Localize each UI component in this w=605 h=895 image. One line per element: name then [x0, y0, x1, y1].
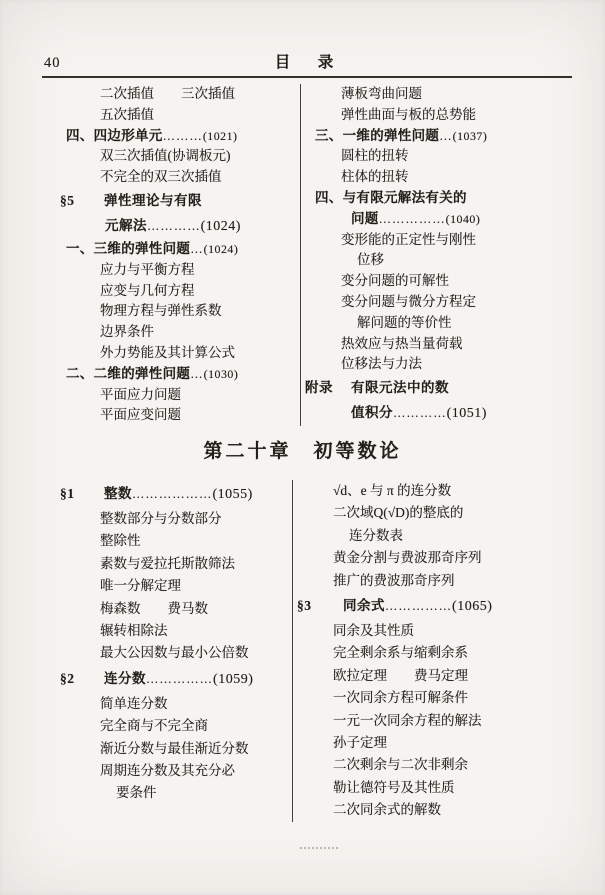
toc-entry — [42, 575, 292, 597]
toc-leader-dots: …………… — [378, 211, 446, 226]
toc-entry-prefix: 附录 — [305, 380, 333, 396]
toc-entry — [42, 693, 292, 715]
toc-entry — [42, 167, 300, 188]
toc-entry-text: 整除性 — [100, 533, 141, 549]
toc-entry-text: 一元一次同余方程的解法 — [333, 712, 482, 728]
toc-entry-text: 四、与有限元解法有关的 — [315, 189, 467, 205]
toc-page-number: (1051) — [446, 406, 487, 422]
toc-entry-text: 双三次插值(协调板元) — [100, 148, 231, 164]
toc-entry-text: 整数部分与分数部分 — [100, 511, 222, 526]
toc-entry — [295, 525, 572, 547]
toc-entry — [42, 642, 292, 664]
toc-entry — [42, 782, 292, 804]
toc-entry — [303, 375, 572, 400]
toc-entry-prefix: §1 — [60, 486, 75, 501]
toc-entry — [303, 400, 572, 426]
toc-entry — [42, 239, 300, 260]
toc-leader-dots: … — [439, 128, 453, 143]
toc-lower-section — [42, 480, 572, 822]
toc-entry-text: 位移法与力法 — [341, 356, 422, 372]
toc-page-number: (1055) — [212, 487, 253, 502]
toc-entry — [295, 480, 572, 502]
page-number: 40 — [44, 55, 61, 71]
toc-entry-text: 简单连分数 — [100, 695, 168, 711]
toc-entry-text: 最大公因数与最小公倍数 — [100, 645, 249, 661]
toc-entry — [42, 715, 292, 737]
toc-entry-text: 完全剩余系与缩剩余系 — [333, 645, 468, 661]
upper-right-column — [300, 84, 572, 426]
toc-entry — [295, 620, 572, 642]
toc-entry-text: 平面应力问题 — [100, 386, 181, 402]
toc-page-number: (1040) — [445, 211, 481, 226]
toc-entry-text: 外力势能及其计算公式 — [100, 344, 235, 360]
toc-entry-text: 位移 — [357, 252, 384, 268]
toc-entry — [42, 530, 292, 552]
toc-entry-text: 三、一维的弹性问题 — [315, 127, 440, 143]
toc-entry-text: √d、e 与 π 的连分数 — [333, 483, 452, 498]
toc-entry-text: 完全商与不完全商 — [100, 718, 208, 734]
toc-entry-text: 变形能的正定性与刚性 — [341, 231, 476, 247]
toc-entry-text: 平面应变问题 — [100, 407, 181, 423]
toc-page-number: (1059) — [213, 671, 254, 687]
toc-entry-text: 热效应与热当量荷载 — [341, 335, 463, 351]
toc-entry — [303, 230, 572, 251]
toc-entry — [42, 665, 292, 693]
toc-entry — [303, 271, 572, 292]
toc-entry-text: 边界条件 — [100, 324, 154, 340]
toc-entry — [295, 547, 572, 569]
toc-entry — [42, 620, 292, 642]
toc-entry-text: 素数与爱拉托斯散筛法 — [100, 555, 235, 571]
toc-entry — [295, 592, 572, 620]
toc-entry-text: 一次同余方程可解条件 — [333, 690, 468, 706]
toc-page-number: (1065) — [452, 599, 493, 615]
toc-entry — [295, 502, 572, 524]
lower-right-column — [292, 480, 572, 822]
toc-page-number: (1037) — [452, 128, 488, 143]
toc-entry — [42, 480, 292, 508]
toc-leader-dots: ………… — [393, 406, 447, 421]
toc-entry — [295, 710, 572, 732]
toc-page-number: (1024) — [200, 218, 241, 234]
toc-entry-text: 二次域Q(√D)的整底的 — [333, 505, 464, 521]
toc-entry — [42, 126, 300, 147]
page-header — [42, 44, 572, 78]
toc-entry-text: 变分问题与微分方程定 — [341, 293, 476, 309]
toc-entry — [42, 260, 300, 281]
toc-entry — [303, 313, 572, 334]
lower-left-column — [42, 480, 292, 822]
toc-entry — [42, 553, 292, 575]
toc-entry-text: 物理方程与弹性系数 — [100, 303, 222, 319]
toc-entry — [295, 799, 572, 821]
toc-entry — [42, 738, 292, 760]
toc-entry-text: 圆柱的扭转 — [341, 148, 409, 164]
toc-leader-dots: …………… — [146, 671, 214, 686]
toc-entry — [42, 84, 300, 105]
toc-entry — [42, 343, 300, 364]
toc-entry — [303, 167, 572, 188]
toc-entry — [303, 105, 572, 126]
toc-entry-text: 弹性曲面与板的总势能 — [341, 106, 476, 122]
toc-entry — [42, 385, 300, 406]
chapter-heading: 第二十章 初等数论 — [203, 441, 402, 462]
toc-entry-text: 柱体的扭转 — [341, 169, 409, 185]
toc-entry — [42, 598, 292, 620]
toc-entry — [295, 732, 572, 754]
toc-entry-text: 黄金分割与费波那奇序列 — [333, 550, 482, 566]
toc-entry — [42, 105, 300, 126]
toc-entry — [295, 754, 572, 776]
toc-leader-dots: ……………… — [132, 487, 213, 501]
toc-entry-text: 唯一分解定理 — [100, 578, 181, 594]
toc-entry — [42, 146, 300, 167]
toc-entry — [42, 322, 300, 343]
toc-entry — [303, 209, 572, 230]
toc-entry-text: 推广的费波那奇序列 — [333, 572, 455, 588]
toc-leader-dots: … — [190, 366, 204, 381]
toc-entry-text: 要条件 — [116, 785, 157, 801]
toc-entry — [303, 250, 572, 271]
toc-entry — [42, 301, 300, 322]
toc-entry-text: 连分数 — [104, 670, 146, 686]
toc-entry — [303, 188, 572, 209]
toc-entry — [295, 687, 572, 709]
toc-leader-dots: ……… — [162, 128, 203, 143]
toc-entry-text: 四、四边形单元 — [66, 127, 163, 143]
toc-entry-text: 有限元法中的数 — [351, 380, 449, 396]
toc-entry-text: 五次插值 — [100, 106, 154, 122]
toc-entry-text: 同余及其性质 — [333, 623, 414, 639]
toc-entry — [303, 146, 572, 167]
toc-entry-text: 欧拉定理 费马定理 — [333, 667, 468, 683]
toc-entry-text: 解问题的等价性 — [357, 314, 452, 330]
toc-entry-text: 二、二维的弹性问题 — [66, 365, 191, 381]
toc-entry — [42, 405, 300, 426]
toc-entry-text: 二次同余式的解数 — [333, 802, 441, 818]
toc-entry-text: 梅森数 费马数 — [100, 600, 208, 616]
toc-entry — [42, 364, 300, 385]
toc-entry — [303, 126, 572, 147]
toc-entry-prefix: §3 — [297, 598, 312, 614]
scan-artifact — [300, 847, 338, 849]
toc-entry-text: 渐近分数与最佳渐近分数 — [100, 740, 249, 756]
toc-entry-text: 元解法 — [105, 217, 147, 233]
toc-entry-text: 辗转相除法 — [100, 623, 168, 639]
toc-entry — [303, 84, 572, 105]
toc-entry-text: 薄板弯曲问题 — [341, 86, 422, 101]
toc-entry-text: 不完全的双三次插值 — [100, 169, 222, 185]
toc-entry — [295, 777, 572, 799]
toc-leader-dots: … — [190, 241, 204, 256]
toc-entry — [42, 760, 292, 782]
toc-entry — [42, 188, 300, 213]
toc-upper-section — [42, 84, 572, 426]
toc-leader-dots: …………… — [385, 599, 453, 614]
toc-entry-text: 一、三维的弹性问题 — [66, 240, 191, 256]
toc-entry-text: 弹性理论与有限 — [104, 192, 202, 208]
toc-entry — [295, 665, 572, 687]
toc-entry — [303, 354, 572, 375]
toc-entry — [295, 570, 572, 592]
toc-entry-text: 变分问题的可解性 — [341, 273, 449, 289]
toc-entry-text: 二次剩余与二次非剩余 — [333, 757, 468, 773]
toc-page-number: (1030) — [203, 366, 239, 381]
toc-entry — [303, 334, 572, 355]
toc-entry — [303, 292, 572, 313]
toc-page-number: (1021) — [202, 128, 238, 143]
toc-entry — [295, 642, 572, 664]
toc-entry-text: 整数 — [104, 486, 132, 501]
toc-entry — [42, 213, 300, 239]
toc-entry-text: 二次插值 三次插值 — [100, 86, 235, 101]
toc-leader-dots: ………… — [147, 218, 201, 233]
toc-entry — [42, 281, 300, 302]
toc-entry — [42, 508, 292, 530]
page-title: 目 录 — [274, 54, 340, 71]
toc-entry-text: 同余式 — [343, 598, 385, 614]
toc-entry-prefix: §2 — [60, 670, 75, 686]
toc-entry-text: 问题 — [351, 210, 379, 226]
toc-entry-text: 连分数表 — [349, 527, 403, 543]
toc-entry-text: 应变与几何方程 — [100, 282, 195, 298]
toc-page-number: (1024) — [203, 241, 239, 256]
toc-entry-text: 值积分 — [351, 405, 393, 421]
toc-entry-text: 孙子定理 — [333, 735, 387, 751]
toc-entry-text: 周期连分数及其充分必 — [100, 763, 235, 779]
toc-entry-prefix: §5 — [60, 192, 75, 208]
toc-entry-text: 应力与平衡方程 — [100, 261, 195, 277]
upper-left-column — [42, 84, 300, 426]
toc-entry-text: 勒让德符号及其性质 — [333, 779, 455, 795]
